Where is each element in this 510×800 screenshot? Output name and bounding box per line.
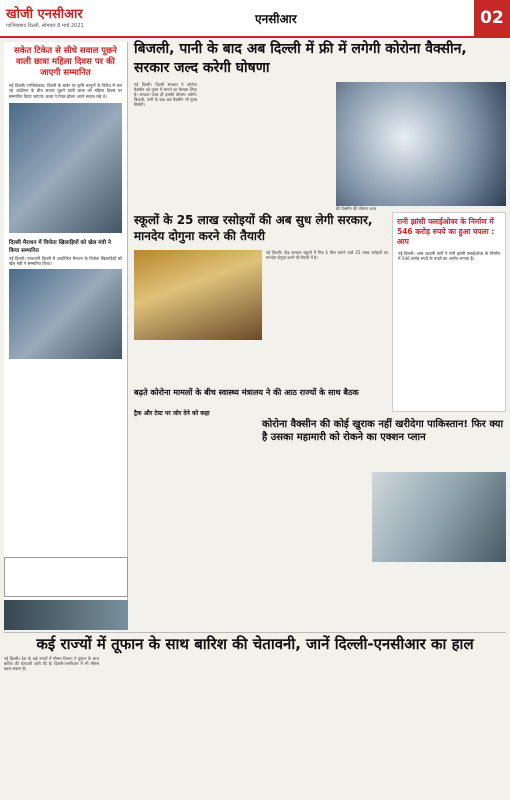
left-story-headline[interactable]: सकेत टिकेत से सीधे सवाल पूछने वाली छात्रा महिला दिवस पर की जाएगी सम्मानित xyxy=(14,46,117,78)
side-story-body: नई दिल्ली। आम आदमी पार्टी ने रानी झांसी फ्लाईओवर के निर्माण में 546 करोड़ रुपये के घपले का आरोप लगाया है। xyxy=(398,251,500,262)
marathon-photo xyxy=(9,269,122,359)
vaccine-photo-caption: फ्री वैक्सीन की घोषणा जल्द xyxy=(336,206,377,211)
school-headline[interactable]: स्कूलों के 25 लाख रसोइयों की अब सुध लेगी सरकार, मानदेय दोगुना करने की तैयारी xyxy=(134,213,373,243)
newspaper-name: खोजी एनसीआर xyxy=(6,7,83,22)
main-headline[interactable]: बिजली, पानी के बाद अब दिल्ली में फ्री में लगेगी कोरोना वैक्सीन, सरकार जल्द करेगी घोषणा xyxy=(134,41,467,76)
page-number: 02 xyxy=(474,0,510,36)
marathon-headline[interactable]: दिल्ली मैराथन में विजेता खिलाड़ियों को खेल मंत्री ने किया सम्मानित xyxy=(9,239,111,254)
weather-story-body: नई दिल्ली। देश के कई राज्यों में मौसम विभाग ने तूफान के साथ बारिश की चेतावनी जारी की है। दिल्ली-एनसीआर में भी मौसम बदल सकता है। xyxy=(4,656,99,671)
advertisement-box xyxy=(4,557,128,597)
kitchen-photo xyxy=(134,250,262,340)
edition-date: गाजियाबाद दिल्ली, सोमवार 8 मार्च 2021 xyxy=(6,23,84,29)
main-story-body: नई दिल्ली। दिल्ली सरकार ने कोरोना वैक्सीन को मुफ्त में लगाने का फैसला लिया है। सरकार जल्द ही इसकी घोषणा करेगी। बिजली, पानी के बाद अब वैक्सीन भी मुफ्त मिलेगी। xyxy=(134,82,197,107)
marathon-body: नई दिल्ली। राजधानी दिल्ली में आयोजित मैराथन के विजेता खिलाड़ियों को खेल मंत्री ने सम्मानित किया। xyxy=(9,255,122,267)
event-photo xyxy=(9,103,122,233)
pakistan-vaccine-headline[interactable]: कोरोना वैक्सीन की कोई खुराक नहीं खरीदेगा पाकिस्तान! फिर क्या है उसका महामारी को रोकने का एक्शन प्लान xyxy=(262,419,504,443)
masthead xyxy=(0,0,510,38)
school-story-body: नई दिल्ली। केंद्र सरकार स्कूलों में मिड डे मील बनाने वाले 25 लाख रसोइयों का मानदेय दोगुना करने की तैयारी में है। xyxy=(266,250,388,260)
vaccine-vial-photo xyxy=(372,472,506,562)
left-story-body: नई दिल्ली/ गाजियाबाद। दिल्ली के बार्डर पर कृषि कानूनों के विरोध में चल रहे आंदोलन के बीच सवाल पूछने वाली छात्रा को महिला दिवस पर सम्मानित किया जाएगा। छात्रा ने निडर होकर अपने सवाल रखे थे। xyxy=(9,83,122,99)
section-title: एनसीआर xyxy=(255,12,297,26)
health-ministry-subhead: ट्रैक और टेस्ट पर जोर देने को कहा xyxy=(134,410,210,417)
left-column xyxy=(4,42,128,600)
side-story-headline[interactable]: रानी झांसी फ्लाईओवर के निर्माण में 546 करोड़ रुपये का हुआ घपला : आप xyxy=(397,217,495,246)
weather-photo xyxy=(4,600,128,630)
side-story xyxy=(392,212,506,412)
health-ministry-headline[interactable]: बढ़ते कोरोना मामलों के बीच स्वास्थ्य मंत्रालय ने की आठ राज्यों के साथ बैठक xyxy=(134,388,359,397)
weather-headline[interactable]: कई राज्यों में तूफान के साथ बारिश की चेतावनी, जानें दिल्ली-एनसीआर का हाल xyxy=(4,632,506,654)
vaccine-photo xyxy=(336,82,506,206)
weather-story-columns xyxy=(4,656,506,796)
main-story-columns xyxy=(134,82,332,205)
